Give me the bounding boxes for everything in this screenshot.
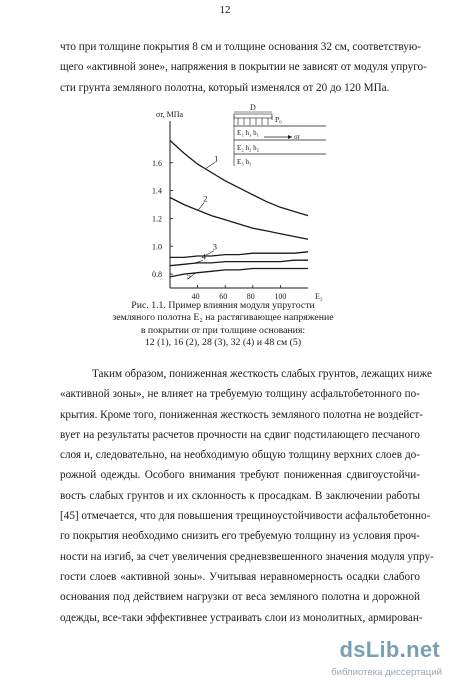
text-line: вость слабых грунтов и их склонность к просадкам. В заключении работы (60, 489, 420, 502)
stress-symbol: σr (294, 133, 301, 141)
load-width-label: D (250, 103, 256, 112)
caption-line: в покрытии σr при толщине основания: (140, 324, 306, 336)
load-arrows (238, 118, 268, 125)
stress-arrow-head (288, 135, 292, 139)
curve-label-3: 3 (212, 241, 218, 252)
text-line: «активной зоны», не влияет на требуемую толщину асфальтобетонного по- (60, 388, 420, 401)
pavement-diagram (234, 103, 326, 166)
x-tick-label: 60 (219, 292, 228, 301)
text-line: крытия. Кроме того, пониженная жесткость земляного полотна не воздейст- (60, 408, 423, 421)
text-line: [45] отмечается, что для повышения трещиноустойчивости асфальтобетонно- (60, 510, 431, 523)
y-tick-label: 1.4 (152, 186, 162, 196)
y-tick-label: 1.2 (152, 214, 162, 224)
x-ticks (192, 285, 287, 301)
paragraph-top (60, 37, 427, 98)
watermark-logo (340, 637, 441, 663)
curve-leader (198, 203, 205, 211)
series-line-2 (170, 198, 308, 240)
curve-label-5: 5 (186, 270, 191, 281)
series-line-3 (170, 252, 308, 258)
text-line: Таким образом, пониженная жесткость слабых грунтов, лежащих ниже (92, 368, 432, 380)
logo-tld: net (406, 637, 440, 662)
figure-stress-vs-modulus (150, 100, 326, 310)
watermark-subtitle: библиотека диссертаций (331, 667, 442, 678)
text-line: щего «активной зоне», напряжения в покрытии не зависят от модуля упруго- (60, 61, 427, 74)
page-number: 12 (219, 4, 231, 16)
curve-label-2: 2 (203, 193, 208, 204)
y-tick-label: 0.8 (152, 270, 162, 280)
text-line: что при толщине покрытия 8 см и толщине основания 32 см, соответствую- (60, 41, 421, 53)
logo-dot: . (399, 637, 407, 662)
y-tick-label: 1.6 (152, 158, 162, 168)
watermark (318, 637, 450, 686)
caption-line: 12 (1), 16 (2), 28 (3), 32 (4) и 48 см (5) (144, 336, 302, 348)
load-pressure-label: P₀ (275, 115, 282, 124)
text-line: ности на изгиб, за счет увеличения средневзвешенного значения модуля упру- (60, 550, 434, 563)
x-axis-label: E₂ (315, 292, 323, 301)
layer-1-label: E₁ h₁ h₁ (237, 129, 260, 137)
curve-label-4: 4 (201, 251, 206, 262)
load-plate (234, 114, 272, 118)
curve-label-1: 1 (214, 153, 219, 164)
caption-line: земляного полотна E₂ на растягивающее напряжение (112, 312, 334, 324)
y-tick-label: 1.0 (152, 242, 162, 252)
text-line: гости слоев «активной зоны». Учитывая неравномерность осадки слабого (60, 570, 420, 583)
caption-line: Рис. 1.1. Пример влияния модуля упругости (131, 300, 315, 311)
x-tick-label: 40 (191, 292, 200, 301)
text-line: основания под действием нагрузки от веса земляного полотна и дорожной (60, 591, 420, 604)
layer-3-label: E₃ h₃ (237, 158, 252, 166)
x-tick-label: 100 (274, 292, 287, 301)
y-axis-label: σr, МПа (156, 110, 184, 119)
layer-2-label: E₂ h₂ h₂ (237, 144, 260, 152)
stress-chart (150, 100, 326, 310)
text-line: слоя и, следовательно, на необходимую общую толщину верхних слоев до- (60, 449, 420, 462)
text-line: го покрытия необходимо снизить его требуемую толщину из условия проч- (60, 530, 420, 543)
x-tick-label: 80 (246, 292, 255, 301)
series-line-4 (170, 260, 308, 266)
paragraph-body (60, 364, 434, 628)
figure-caption (108, 300, 338, 349)
logo-main: dsLib (339, 637, 400, 662)
text-line: сти грунта земляного полотна, который изменялся от 20 до 120 МПа. (60, 81, 390, 94)
text-line: одежды, все-таки эффективнее устраивать слои из монолитных, армирован- (60, 611, 423, 624)
text-line: рожной одежды. Особого внимания требуют пониженная сдвигоустойчи- (60, 469, 420, 482)
text-line: вует на результаты расчетов прочности на сдвиг подстилающего песчаного (60, 428, 420, 441)
